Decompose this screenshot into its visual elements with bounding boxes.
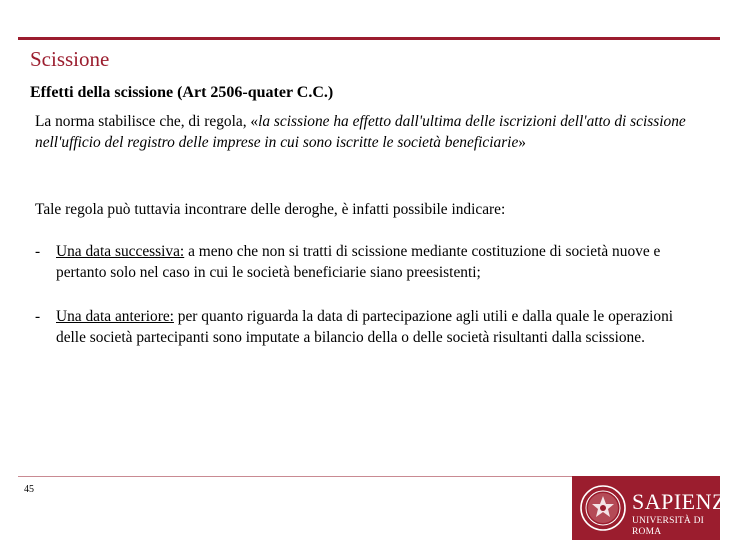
page-number: 45 — [24, 484, 34, 495]
header-divider — [18, 37, 720, 40]
slide-subtitle: Effetti della scissione (Art 2506-quater C.C.) — [30, 84, 334, 101]
list-item-lead: Una data successiva: — [56, 243, 185, 260]
logo-name: SAPIENZA — [632, 489, 742, 514]
list-item-body — [56, 241, 700, 283]
list-dash: - — [35, 308, 41, 325]
list-item-text: a meno che non si tratti di scissione mediante costituzione di società nuove e pertanto solo nel caso in cui le società beneficiarie siano preesistenti; — [56, 243, 661, 281]
quote-close: » — [518, 134, 526, 151]
university-seal-icon — [578, 482, 628, 539]
legal-quote — [35, 111, 695, 153]
list-item-lead: Una data anteriore: — [56, 308, 174, 325]
list-item-body — [56, 306, 700, 348]
slide-title: Scissione — [30, 47, 110, 71]
list-item — [35, 306, 700, 348]
logo-subtitle: UNIVERSITÀ DI ROMA — [632, 516, 704, 537]
footer-divider — [18, 476, 573, 477]
sapienza-logo — [572, 476, 742, 540]
quote-intro: La norma stabilisce che, di regola, « — [35, 113, 259, 130]
list-item — [35, 241, 700, 283]
list-dash: - — [35, 243, 41, 260]
body-paragraph: Tale regola può tuttavia incontrare delle deroghe, è infatti possibile indicare: — [35, 201, 506, 218]
list-item-text: per quanto riguarda la data di partecipazione agli utili e dalla quale le operazioni delle società partecipanti sono imputate a bilancio della o delle società risultanti dalla scissione. — [56, 308, 674, 346]
quote-italic-text: la scissione ha effetto dall'ultima delle iscrizioni dell'atto di scissione nell'ufficio del registro delle imprese in cui sono iscritte le società beneficiarie — [35, 113, 686, 151]
